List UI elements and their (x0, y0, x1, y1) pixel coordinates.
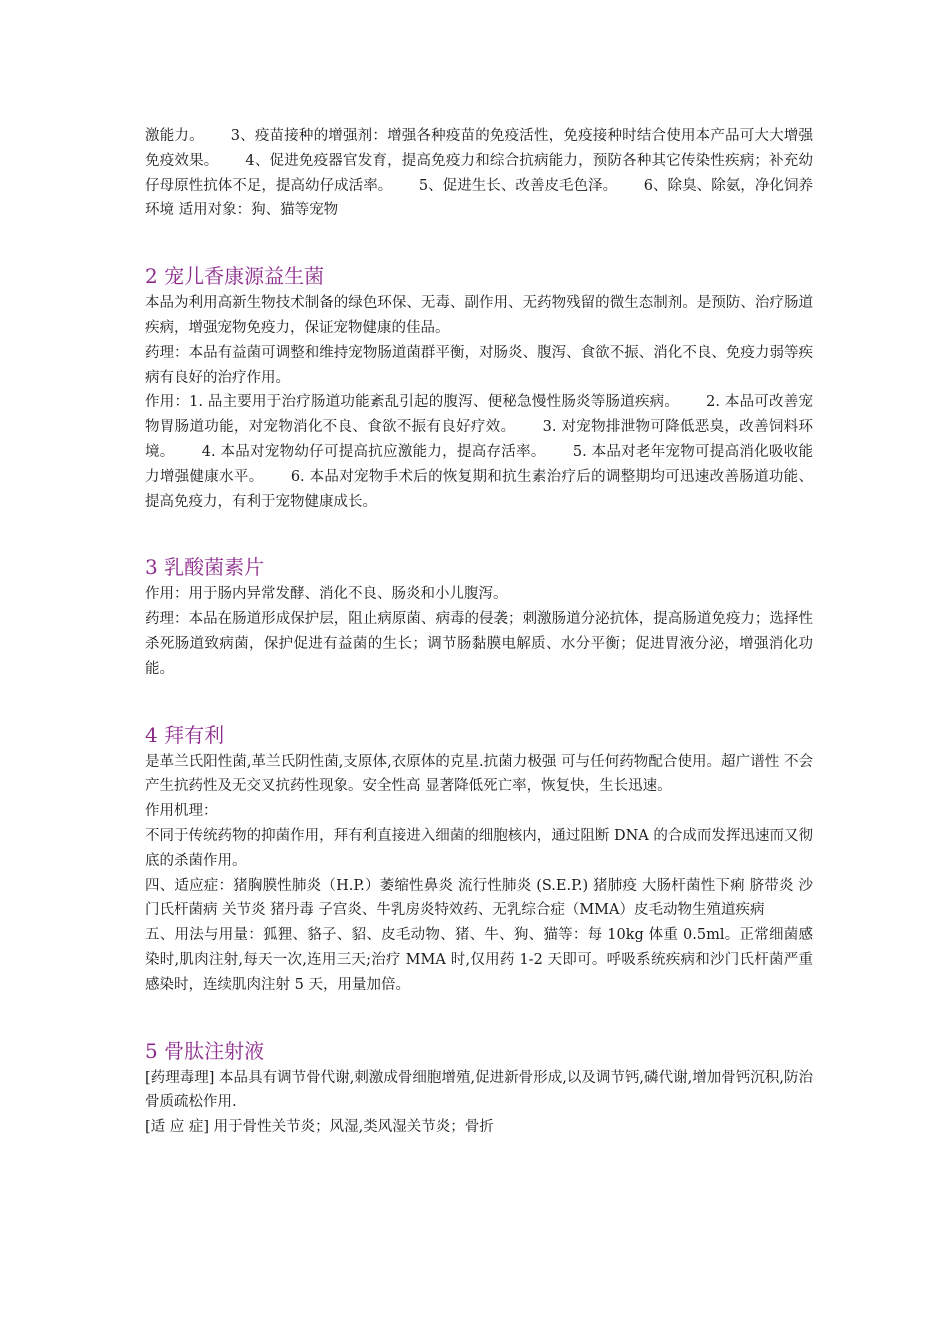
intro-paragraph: 激能力。 3、疫苗接种的增强剂：增强各种疫苗的免疫活性，免疫接种时结合使用本产品可大大增强免疫效果。 4、促进免疫器官发育，提高免疫力和综合抗病能力，预防各种其它传染性疾病；补充幼仔母原性抗体不足，提高幼仔成活率。 5、促进生长、改善皮毛色泽。 6、除臭、除氨，净化饲养环境 适用对象：狗、猫等宠物 (145, 128, 813, 219)
section-paragraph: 不同于传统药物的抑菌作用，拜有利直接进入细菌的细胞核内，通过阻断 DNA 的合成而发挥迅速而又彻底的杀菌作用。 (145, 827, 813, 869)
section-paragraph: [适 应 症] 用于骨性关节炎；风湿,类风湿关节炎；骨折 (145, 1119, 494, 1136)
section-paragraph: 作用：用于肠内异常发酵、消化不良、肠炎和小儿腹泻。 (145, 586, 508, 603)
section-title: 3 乳酸菌素片 (145, 555, 265, 580)
section-title: 5 骨肽注射液 (145, 1038, 265, 1063)
section-paragraph: 作用：1. 品主要用于治疗肠道功能紊乱引起的腹泻、便秘急慢性肠炎等肠道疾病。 2. 本品可改善宠物胃肠道功能，对宠物消化不良、食欲不振有良好疗效。 3. 对宠物排泄物可降低恶臭，改善饲料环境。 4. 本品对宠物幼仔可提高抗应激能力，提高存活率。 5. 本品对老年宠物可提高消化吸收能力增强健康水平。 6. 本品对宠物手术后的恢复期和抗生素治疗后的调整期均可迅速改善肠道功能、提高免疫力，有利于宠物健康成长。 (145, 394, 813, 510)
section-paragraph: 药理：本品在肠道形成保护层，阻止病原菌、病毒的侵袭；刺激肠道分泌抗体，提高肠道免疫力；选择性杀死肠道致病菌，保护促进有益菌的生长；调节肠黏膜电解质、水分平衡；促进胃液分泌，增强消化功能。 (145, 611, 813, 677)
section-title: 2 宠儿香康源益生菌 (145, 264, 325, 289)
section-lactobacillin (145, 552, 813, 681)
section-paragraph: 药理：本品有益菌可调整和维持宠物肠道菌群平衡，对肠炎、腹泻、食欲不振、消化不良、免疫力弱等疾病有良好的治疗作用。 (145, 344, 813, 386)
section-ossotide (145, 1036, 813, 1140)
section-paragraph: 是革兰氏阳性菌,革兰氏阴性菌,支原体,衣原体的克星.抗菌力极强 可与任何药物配合使用。超广谱性 不会产生抗药性及无交叉抗药性现象。安全性高 显著降低死亡率，恢复快，生长迅速。 (145, 753, 813, 795)
section-paragraph: 五、用法与用量：狐狸、貉子、貂、皮毛动物、猪、牛、狗、猫等：每 10kg 体重 0.5ml。正常细菌感染时,肌肉注射,每天一次,连用三天;治疗 MMA 时,仅用药 1-2 天即可。呼吸系统疾病和沙门氏杆菌严重感染时，连续肌肉注射 5 天，用量加倍。 (145, 927, 813, 993)
section-paragraph: 本品为利用高新生物技术制备的绿色环保、无毒、副作用、无药物残留的微生态制剂。是预防、治疗肠道疾病，增强宠物免疫力，保证宠物健康的佳品。 (145, 295, 813, 336)
document-page (145, 124, 813, 1140)
section-paragraph: 四、适应症：猪胸膜性肺炎（H.P.）萎缩性鼻炎 流行性肺炎 (S.E.P.) 猪肺疫 大肠杆菌性下痢 脐带炎 沙门氏杆菌病 关节炎 猪丹毒 子宫炎、牛乳房炎特效药、无乳综合症（MMA）皮毛动物生殖道疾病 (145, 877, 813, 919)
section-probiotic (145, 261, 813, 514)
section-title: 4 拜有利 (145, 722, 225, 747)
section-paragraph: 作用机理： (145, 803, 218, 820)
section-paragraph: [药理毒理] 本品具有调节骨代谢,刺激成骨细胞增殖,促进新骨形成,以及调节钙,磷代谢,增加骨钙沉积,防治骨质疏松作用. (145, 1069, 813, 1111)
section-baytril (145, 720, 813, 998)
